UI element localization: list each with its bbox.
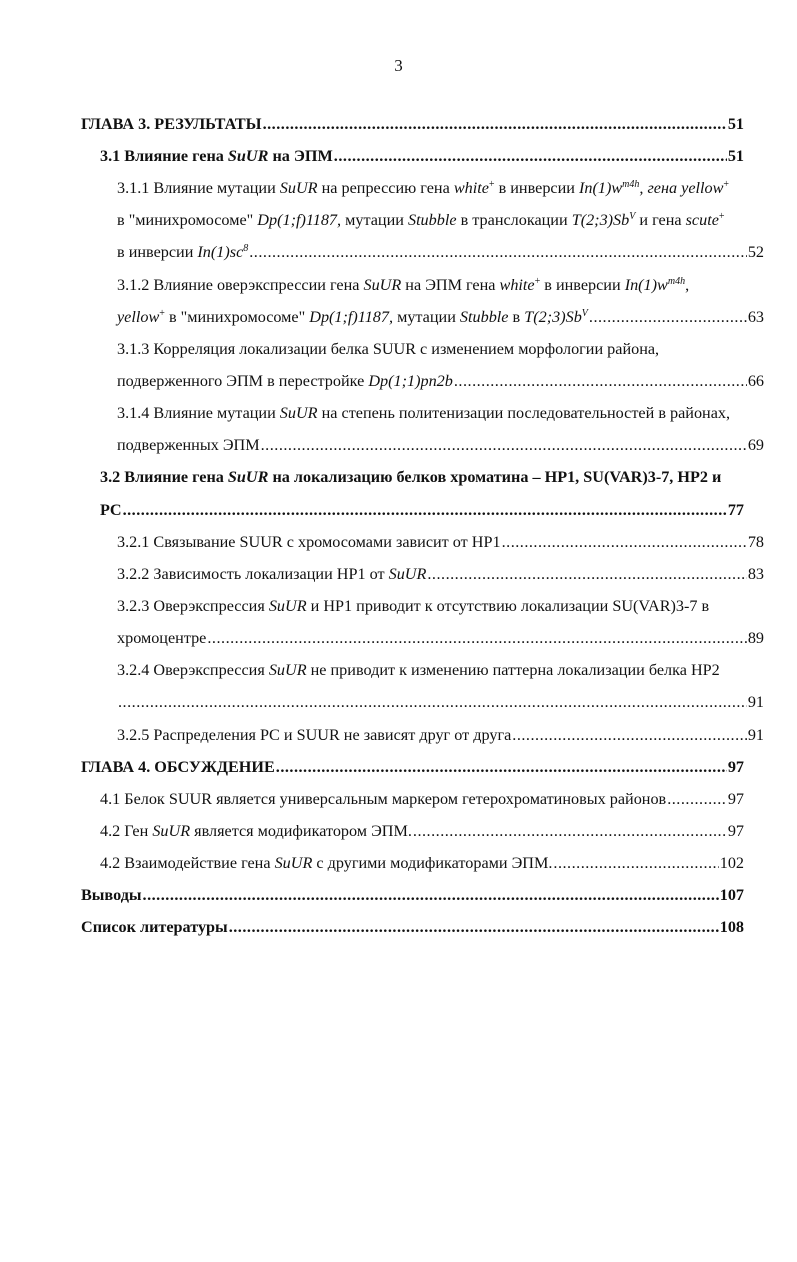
toc-entry-label: 3.2.2 Зависимость локализации HP1 от SuUR	[117, 565, 427, 583]
toc-entry-3-1-4-line-1[interactable]	[117, 403, 730, 423]
toc-entry-3-2-line-2[interactable]	[100, 500, 744, 520]
toc-page-number: 63	[747, 308, 764, 326]
toc-entry-4-2-interaction[interactable]	[100, 853, 744, 873]
toc-page-number: 89	[747, 629, 764, 647]
toc-entry-3-1-4-line-2[interactable]	[117, 435, 764, 455]
toc-page-number: 51	[727, 147, 744, 165]
toc-entry-references[interactable]	[81, 917, 744, 937]
toc-entry-label: 3.1.2 Влияние оверэкспрессии гена SuUR на ЭПМ гена white+ в инверсии $In(1)w^{m4h}$,	[117, 276, 690, 294]
toc-entry-label: 3.2.1 Связывание SUUR с хромосомами зависит от HP1	[117, 533, 501, 551]
toc-entry-3-1-2-line-2[interactable]	[117, 307, 764, 327]
dot-leader	[512, 725, 747, 745]
dot-leader	[263, 114, 727, 134]
toc-entry-label: хромоцентре	[117, 629, 207, 647]
toc-entry-label: 3.1.1 Влияние мутации SuUR на репрессию гена white+ в инверсии $In(1)w^{m4h}$, гена yellow+	[117, 179, 730, 197]
dot-leader	[427, 564, 746, 584]
toc-page-number: 97	[727, 758, 744, 776]
toc-entry-label: 3.2.4 Оверэкспрессия SuUR не приводит к изменению паттерна локализации белка HP2	[117, 661, 720, 679]
toc-entry-label: 3.1.4 Влияние мутации SuUR на степень политенизации последовательностей в районах,	[117, 404, 731, 422]
toc-entry-3-1-1-line-2[interactable]	[117, 210, 725, 230]
toc-entry-label: в "минихромосоме" Dp(1;f)1187, мутации Stubble в транслокации $T(2;3)Sb^V$ и гена scute+	[117, 211, 725, 229]
dot-leader	[334, 146, 727, 166]
dot-leader	[261, 435, 747, 455]
toc-entry-3-1-3-line-2[interactable]	[117, 371, 764, 391]
toc-entry-4-2-modifier[interactable]	[100, 821, 744, 841]
toc-entry-chapter-4[interactable]	[81, 757, 744, 777]
toc-page-number: 69	[747, 436, 764, 454]
dot-leader	[123, 500, 727, 520]
toc-page-number: 77	[727, 501, 744, 519]
dot-leader	[229, 917, 719, 937]
toc-page-number: 91	[747, 693, 764, 711]
toc-entry-label: yellow+ в "минихромосоме" Dp(1;f)1187, мутации Stubble в $T(2;3)Sb^V$	[117, 308, 588, 326]
toc-entry-3-2-1[interactable]	[117, 532, 764, 552]
toc-entry-3-1-2-line-1[interactable]	[117, 275, 689, 295]
toc-entry-conclusions[interactable]	[81, 885, 744, 905]
dot-leader	[118, 692, 747, 712]
toc-page-number: 51	[727, 115, 744, 133]
toc-entry-3-2-line-1[interactable]	[100, 467, 721, 487]
toc-page-number: 83	[747, 565, 764, 583]
toc-entry-3-2-3-line-1[interactable]	[117, 596, 709, 616]
toc-entry-label: подверженных ЭПМ	[117, 436, 260, 454]
toc-entry-3-1-1-line-1[interactable]	[117, 178, 729, 198]
toc-entry-label: 4.1 Белок SUUR является универсальным маркером гетерохроматиновых районов	[100, 790, 667, 808]
toc-page-number: 108	[719, 918, 744, 936]
toc-entry-3-2-3-line-2[interactable]	[117, 628, 764, 648]
dot-leader	[502, 532, 747, 552]
dot-leader	[454, 371, 747, 391]
toc-page-number: 78	[747, 533, 764, 551]
toc-entry-label: Список литературы	[81, 918, 228, 936]
toc-entry-3-2-4-line-1[interactable]	[117, 660, 720, 680]
toc-entry-chapter-3[interactable]	[81, 114, 744, 134]
toc-entry-3-2-5[interactable]	[117, 725, 764, 745]
toc-entry-label: 4.2 Ген SuUR является модификатором ЭПМ.	[100, 822, 412, 840]
toc-entry-label: Выводы	[81, 886, 142, 904]
toc-page-number: 107	[719, 886, 744, 904]
toc-entry-label: 3.2.3 Оверэкспрессия SuUR и HP1 приводит к отсутствию локализации SU(VAR)3-7 в	[117, 597, 710, 615]
dot-leader	[589, 307, 747, 327]
toc-entry-label: подверженного ЭПМ в перестройке Dp(1;1)pn2b	[117, 372, 453, 390]
toc-entry-label: 3.2 Влияние гена SuUR на локализацию белков хроматина – HP1, SU(VAR)3-7, HP2 и	[100, 468, 722, 486]
toc-page-number: 102	[719, 854, 744, 872]
toc-page-number: 91	[747, 726, 764, 744]
dot-leader	[276, 757, 727, 777]
toc-entry-label: 3.2.5 Распределения PC и SUUR не зависят друг от друга	[117, 726, 512, 744]
dot-leader	[413, 821, 727, 841]
dot-leader	[143, 885, 719, 905]
toc-page-number: 97	[727, 822, 744, 840]
toc-entry-label: в инверсии $In(1)sc^8$	[117, 243, 249, 261]
toc-entry-label: 3.1.3 Корреляция локализации белка SUUR с изменением морфологии района,	[117, 340, 660, 358]
dot-leader	[207, 628, 746, 648]
toc-entry-4-1[interactable]	[100, 789, 744, 809]
toc-entry-label: ГЛАВА 4. ОБСУЖДЕНИЕ	[81, 758, 275, 776]
toc-entry-label: PC	[100, 501, 122, 519]
toc-entry-label: 4.2 Взаимодействие гена SuUR с другими модификаторами ЭПМ.	[100, 854, 553, 872]
toc-entry-3-1-3-line-1[interactable]	[117, 339, 659, 359]
toc-page-number: 52	[747, 243, 764, 261]
toc-entry-3-1-1-line-3[interactable]	[117, 242, 764, 262]
toc-entry-3-2-2[interactable]	[117, 564, 764, 584]
toc-page-number: 66	[747, 372, 764, 390]
dot-leader	[249, 242, 747, 262]
page-number: 3	[394, 56, 403, 75]
toc-entry-label: 3.1 Влияние гена SuUR на ЭПМ	[100, 147, 333, 165]
toc-page-number: 97	[727, 790, 744, 808]
dot-leader	[667, 789, 727, 809]
toc-entry-3-1[interactable]	[100, 146, 744, 166]
toc-entry-label: ГЛАВА 3. РЕЗУЛЬТАТЫ	[81, 115, 262, 133]
toc-entry-3-2-4-line-2[interactable]	[117, 692, 764, 712]
dot-leader	[553, 853, 718, 873]
